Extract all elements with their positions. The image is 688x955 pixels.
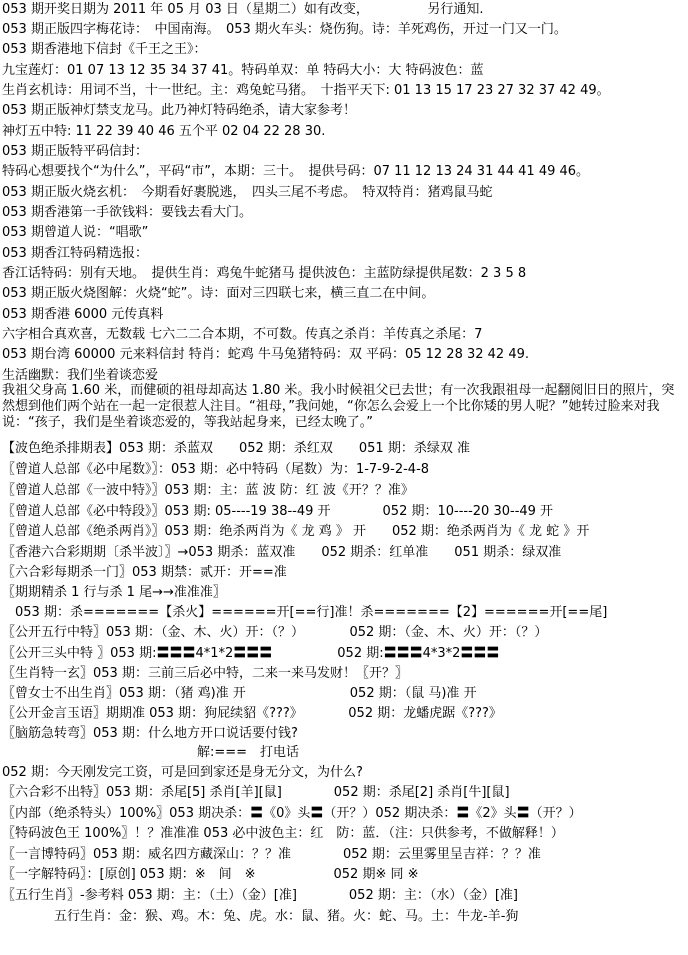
text-line: 〖曾道人总部《一波中特》〗053 期：主：蓝 波 防：红 波《开？？准》 xyxy=(2,483,414,498)
text-line: 解:=== 打电话 xyxy=(2,745,300,760)
text-line: 〖曾道人总部《必中特段》〗053 期: 05----19 38--49 开 052 期：10----20 30--49 开 xyxy=(2,504,554,519)
text-line: 〖曾道人总部《必中尾数》〗：053 期：必中特码（尾数）为：1-7-9-2-4-8 xyxy=(2,462,430,477)
humor-title: 生活幽默：我们坐着谈恋爱 xyxy=(2,368,159,383)
text-line: 〖公开五行中特〗053 期：（金、木、火）开：（？） 052 期：（金、木、火）开：（？） xyxy=(2,625,548,640)
text-line: 九宝莲灯：01 07 13 12 35 34 37 41。特码单双：单 特码大小：大 特码波色：蓝 xyxy=(2,63,484,78)
text-line: 053 期香港 6000 元传真料 xyxy=(2,307,164,322)
text-line: 053 期正版火烧图解：火烧“蛇”。诗：面对三四联七来，横三直二在中间。 xyxy=(2,286,435,301)
text-line: 〖期期精杀 1 行与杀 1 尾→→准准准〗 xyxy=(2,585,226,600)
text-line: 〖内部（绝杀特头）100%〗053 期决杀：〓《0》头〓（开？）052 期决杀：〓《2》头〓（开？） xyxy=(2,806,582,821)
text-line: 053 期正版特平码信封： xyxy=(2,144,148,159)
text-line: 〖一字解特码〗：[原创] 053 期：※ 间 ※ 052 期※ 同 ※ xyxy=(2,867,419,882)
text-line: 053 期：杀=======【杀火】======开[==行]准！杀=======【2】======开[==尾] xyxy=(2,605,608,620)
text-line: 052 期：今天刚发完工资，可是回到家还是身无分文，为什么? xyxy=(2,765,363,780)
text-line: 〖公开三头中特 〗053 期:〓〓〓4*1*2〓〓〓 052 期:〓〓〓4*3*2〓〓〓 xyxy=(2,646,500,661)
humor-story: 我祖父身高 1.60 米，而健硕的祖母却高达 1.80 米。我小时候祖父已去世；有一次我跟祖母一起翻阅旧日的照片，突然想到他们两个站在一起一定很惹人注目。“祖母，”我问她，“你怎么会爱上一个比你矮的男人呢？”她转过脸来对我说：“孩子，我们是坐着谈恋爱的，等我站起身来，已经太晚了。” xyxy=(2,383,675,430)
text-line: 〖六合彩不出特〗053 期：杀尾[5] 杀肖[羊][鼠] 052 期：杀尾[2] 杀肖[牛][鼠] xyxy=(2,785,510,800)
text-line: 〖脑筋急转弯〗053 期：什么地方开口说话要付钱? xyxy=(2,726,298,741)
text-line: 〖曾女士不出生肖〗053 期：（猪 鸡)准 开 052 期：（鼠 马)准 开 xyxy=(2,686,477,701)
text-line: 〖曾道人总部《绝杀两肖》〗053 期：绝杀两肖为《 龙 鸡 》 开 052 期：绝杀两肖为《 龙 蛇 》开 xyxy=(2,524,590,539)
text-line: 【波色绝杀排期表】053 期：杀蓝双 052 期：杀红双 051 期：杀绿双 准 xyxy=(2,441,470,456)
text-line: 〖生肖特一玄〗053 期：三前三后必中特，二来一来马发财！〖开？〗 xyxy=(2,666,408,681)
text-line: 神灯五中特: 11 22 39 40 46 五个平 02 04 22 28 30. xyxy=(2,124,326,139)
text-line: 六字相合真欢喜，无数载 七六二二合本期，不可数。传真之杀肖：羊传真之杀尾：7 xyxy=(2,327,483,342)
text-line: 特码心想要找个“为什么”，平码“市”，本期：三十。 提供号码：07 11 12 13 24 31 44 41 49 46。 xyxy=(2,164,590,179)
text-line: 053 期正版神灯禁支龙马。此乃神灯特码绝杀，请大家参考！ xyxy=(2,103,356,118)
text-line: 053 期香港第一手欲钱料：要钱去看大门。 xyxy=(2,205,252,220)
text-line: 053 期曾道人说：“唱歌” xyxy=(2,225,149,240)
text-line: 生肖玄机诗：用词不当，十一世纪。主：鸡兔蛇马猪。 十指平天下: 01 13 15 17 23 27 32 37 42 49。 xyxy=(2,83,610,98)
text-line: 香江话特码：别有天地。 提供生肖：鸡兔牛蛇猪马 提供波色：主蓝防绿提供尾数：2 3 5 8 xyxy=(2,266,527,281)
text-line: 五行生肖：金：猴、鸡。木：兔、虎。水：鼠、猪。火：蛇、马。土：牛龙-羊-狗 xyxy=(2,909,519,924)
text-line: 053 期台湾 60000 元来料信封 特肖：蛇鸡 牛马兔猪特码：双 平码：05 12 28 32 42 49. xyxy=(2,347,530,362)
text-line: 〖特码波色王 100%〗！？准准准 053 必中波色主：红 防：蓝．（注：只供参考，不做解释！） xyxy=(2,826,564,841)
text-line: 053 期开奖日期为 2011 年 05 月 03 日（星期二）如有改变， 另行通知. xyxy=(2,2,484,17)
text-line: 〖六合彩每期杀一门〗053 期禁：贰开：开==准 xyxy=(2,565,287,580)
text-line: 〖五行生肖〗-参考料 053 期：主：（土）（金）[准] 052 期：主：（水）（金）[准] xyxy=(2,888,519,903)
text-line: 053 期香江特码精选报： xyxy=(2,246,148,261)
text-line: 053 期正版火烧玄机： 今期看好裹脱逃， 四头三尾不考虑。 特双特肖：猪鸡鼠马蛇 xyxy=(2,185,493,200)
text-line: 〖一言博特码〗053 期：威名四方藏深山：？？准 052 期：云里雾里呈吉祥：？？准 xyxy=(2,847,541,862)
text-line: 〖公开金言玉语〗期期准 053 期：狗屁续貂《???》 052 期：龙蟠虎踞《???》 xyxy=(2,706,502,721)
text-line: 053 期香港地下信封《千王之王》： xyxy=(2,42,207,57)
text-line: 053 期正版四字梅花诗： 中国南海。 053 期火车头：烧伤狗。诗：羊死鸡伤，开过一门又一门。 xyxy=(2,22,567,37)
text-line: 〖香港六合彩期期〔杀半波〕〗→053 期杀：蓝双准 052 期杀：红单准 051 期杀：绿双准 xyxy=(2,545,562,560)
